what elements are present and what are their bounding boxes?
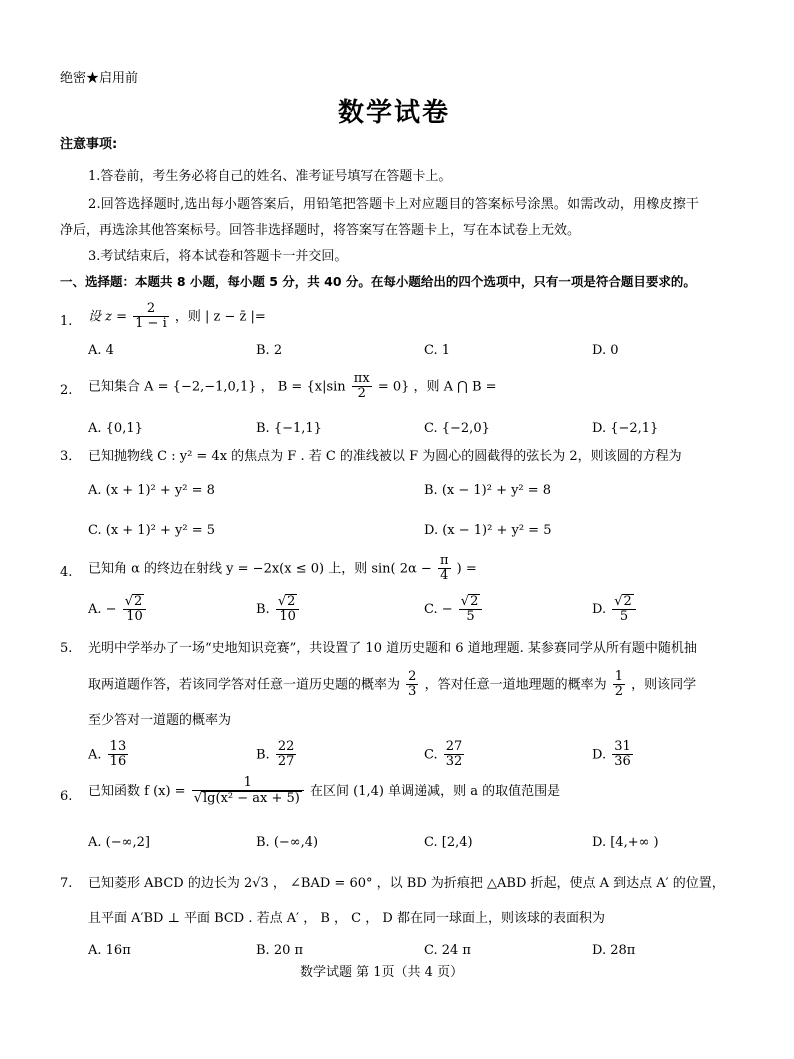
question-2-stem: 已知集合 A = {−2,−1,0,1} ， B = {x|sin $\frac{\pi x}{2}$ = 0} ，则 A ⋂ B = bbox=[88, 371, 497, 402]
q1-option-d: D. 0 bbox=[592, 343, 619, 358]
question-5-line3: 至少答对一道题的概率为 bbox=[88, 713, 232, 728]
q1-option-b: B. 2 bbox=[256, 343, 283, 358]
q5-option-d: D. $\frac{31}{36}$ bbox=[592, 739, 631, 770]
question-number: 1. bbox=[60, 314, 73, 329]
q5-option-c: C. $\frac{27}{32}$ bbox=[424, 739, 463, 770]
q4-option-b: B. $\frac{√2}{10}$ bbox=[256, 594, 301, 625]
q6-option-c: C. [2,4) bbox=[424, 835, 473, 850]
q7-option-c: C. 24 π bbox=[424, 943, 471, 958]
question-number: 2. bbox=[60, 383, 73, 398]
q3-option-c: C. (x + 1)² + y² = 5 bbox=[88, 523, 216, 538]
question-number: 6. bbox=[60, 789, 73, 804]
q7-option-d: D. 28π bbox=[592, 943, 636, 958]
question-3-stem: 已知抛物线 C : y² = 4x 的焦点为 F . 若 C 的准线被以 F 为圆心的圆截得的弦长为 2，则该圆的方程为 bbox=[88, 449, 682, 464]
q7-option-b: B. 20 π bbox=[256, 943, 304, 958]
page-title: 数学试卷 bbox=[338, 98, 451, 128]
q5-option-a: A. $\frac{13}{16}$ bbox=[88, 739, 127, 770]
q4-option-a: A. − $\frac{√2}{10}$ bbox=[88, 594, 148, 625]
q2-option-a: A. {0,1} bbox=[88, 421, 143, 436]
question-5-line1: 光明中学举办了一场“史地知识竞赛”，共设置了 10 道历史题和 6 道地理题. 某参赛同学从所有题中随机抽 bbox=[88, 641, 697, 656]
q3-option-d: D. (x − 1)² + y² = 5 bbox=[424, 523, 552, 538]
q1-option-c: C. 1 bbox=[424, 343, 451, 358]
notes-heading: 注意事项: bbox=[60, 137, 118, 152]
page-footer: 数学试题 第 1页（共 4 页） bbox=[300, 965, 464, 980]
q2-option-c: C. {−2,0} bbox=[424, 421, 490, 436]
question-5-line2: 取两道题作答，若该同学答对任意一道历史题的概率为 $\frac{2}{3}$ ，答对任意一道地理题的概率为 $\frac{1}{2}$ ，则该同学 bbox=[88, 669, 697, 700]
question-number: 3． bbox=[60, 449, 82, 464]
q6-option-d: D. [4,+∞ ) bbox=[592, 835, 659, 850]
q4-option-c: C. − $\frac{√2}{5}$ bbox=[424, 594, 484, 625]
question-number: 5. bbox=[60, 641, 73, 656]
q7-option-a: A. 16π bbox=[88, 943, 131, 958]
note-item-3: 3.考试结束后，将本试卷和答题卡一并交回。 bbox=[88, 249, 348, 264]
q3-option-a: A. (x + 1)² + y² = 8 bbox=[88, 483, 215, 498]
question-7-line2: 且平面 A′BD ⊥ 平面 BCD . 若点 A′ ， B ， C ， D 都在同一球面上，则该球的表面积为 bbox=[88, 911, 605, 926]
question-6-stem: 已知函数 f (x) = $\frac{1}{\text{√lg(x² − ax + 5)}}$ 在区间 (1,4) 单调递减，则 a 的取值范围是 bbox=[88, 775, 561, 807]
note-item-2-line2: 净后，再选涂其他答案标号。回答非选择题时，将答案写在答题卡上，写在本试卷上无效。 bbox=[60, 223, 581, 238]
q5-option-b: B. $\frac{22}{27}$ bbox=[256, 739, 295, 770]
question-7-line1: 已知菱形 ABCD 的边长为 2√3 ， ∠BAD = 60° ，以 BD 为折痕把 △ABD 折起，使点 A 到达点 A′ 的位置， bbox=[88, 876, 725, 891]
q4-option-d: D. $\frac{√2}{5}$ bbox=[592, 594, 638, 625]
q1-option-a: A. 4 bbox=[88, 343, 114, 358]
q2-option-b: B. {−1,1} bbox=[256, 421, 322, 436]
note-item-1: 1.答卷前，考生务必将自己的姓名、准考证号填写在答题卡上。 bbox=[88, 169, 452, 184]
question-number: 7. bbox=[60, 876, 73, 891]
question-4-stem: 已知角 α 的终边在射线 y = −2x(x ≤ 0) 上，则 sin( 2α − $\frac{\pi}{4}$ ) = bbox=[88, 553, 477, 584]
question-number: 4. bbox=[60, 565, 73, 580]
question-1-stem: 设 z = $\frac{2}{1 - i}$ ，则 | z − z̄ |= bbox=[88, 301, 266, 332]
q6-option-b: B. (−∞,4) bbox=[256, 835, 319, 850]
q6-option-a: A. (−∞,2] bbox=[88, 835, 150, 850]
secret-mark: 绝密★启用前 bbox=[60, 71, 139, 86]
q2-option-d: D. {−2,1} bbox=[592, 421, 659, 436]
section-heading: 一、选择题：本题共 8 小题，每小题 5 分，共 40 分。在每小题给出的四个选项中，只有一项是符合题目要求的。 bbox=[60, 274, 696, 289]
note-item-2-line1: 2.回答选择题时,选出每小题答案后，用铅笔把答题卡上对应题目的答案标号涂黑。如需改动，用橡皮擦干 bbox=[88, 197, 700, 212]
q3-option-b: B. (x − 1)² + y² = 8 bbox=[424, 483, 552, 498]
